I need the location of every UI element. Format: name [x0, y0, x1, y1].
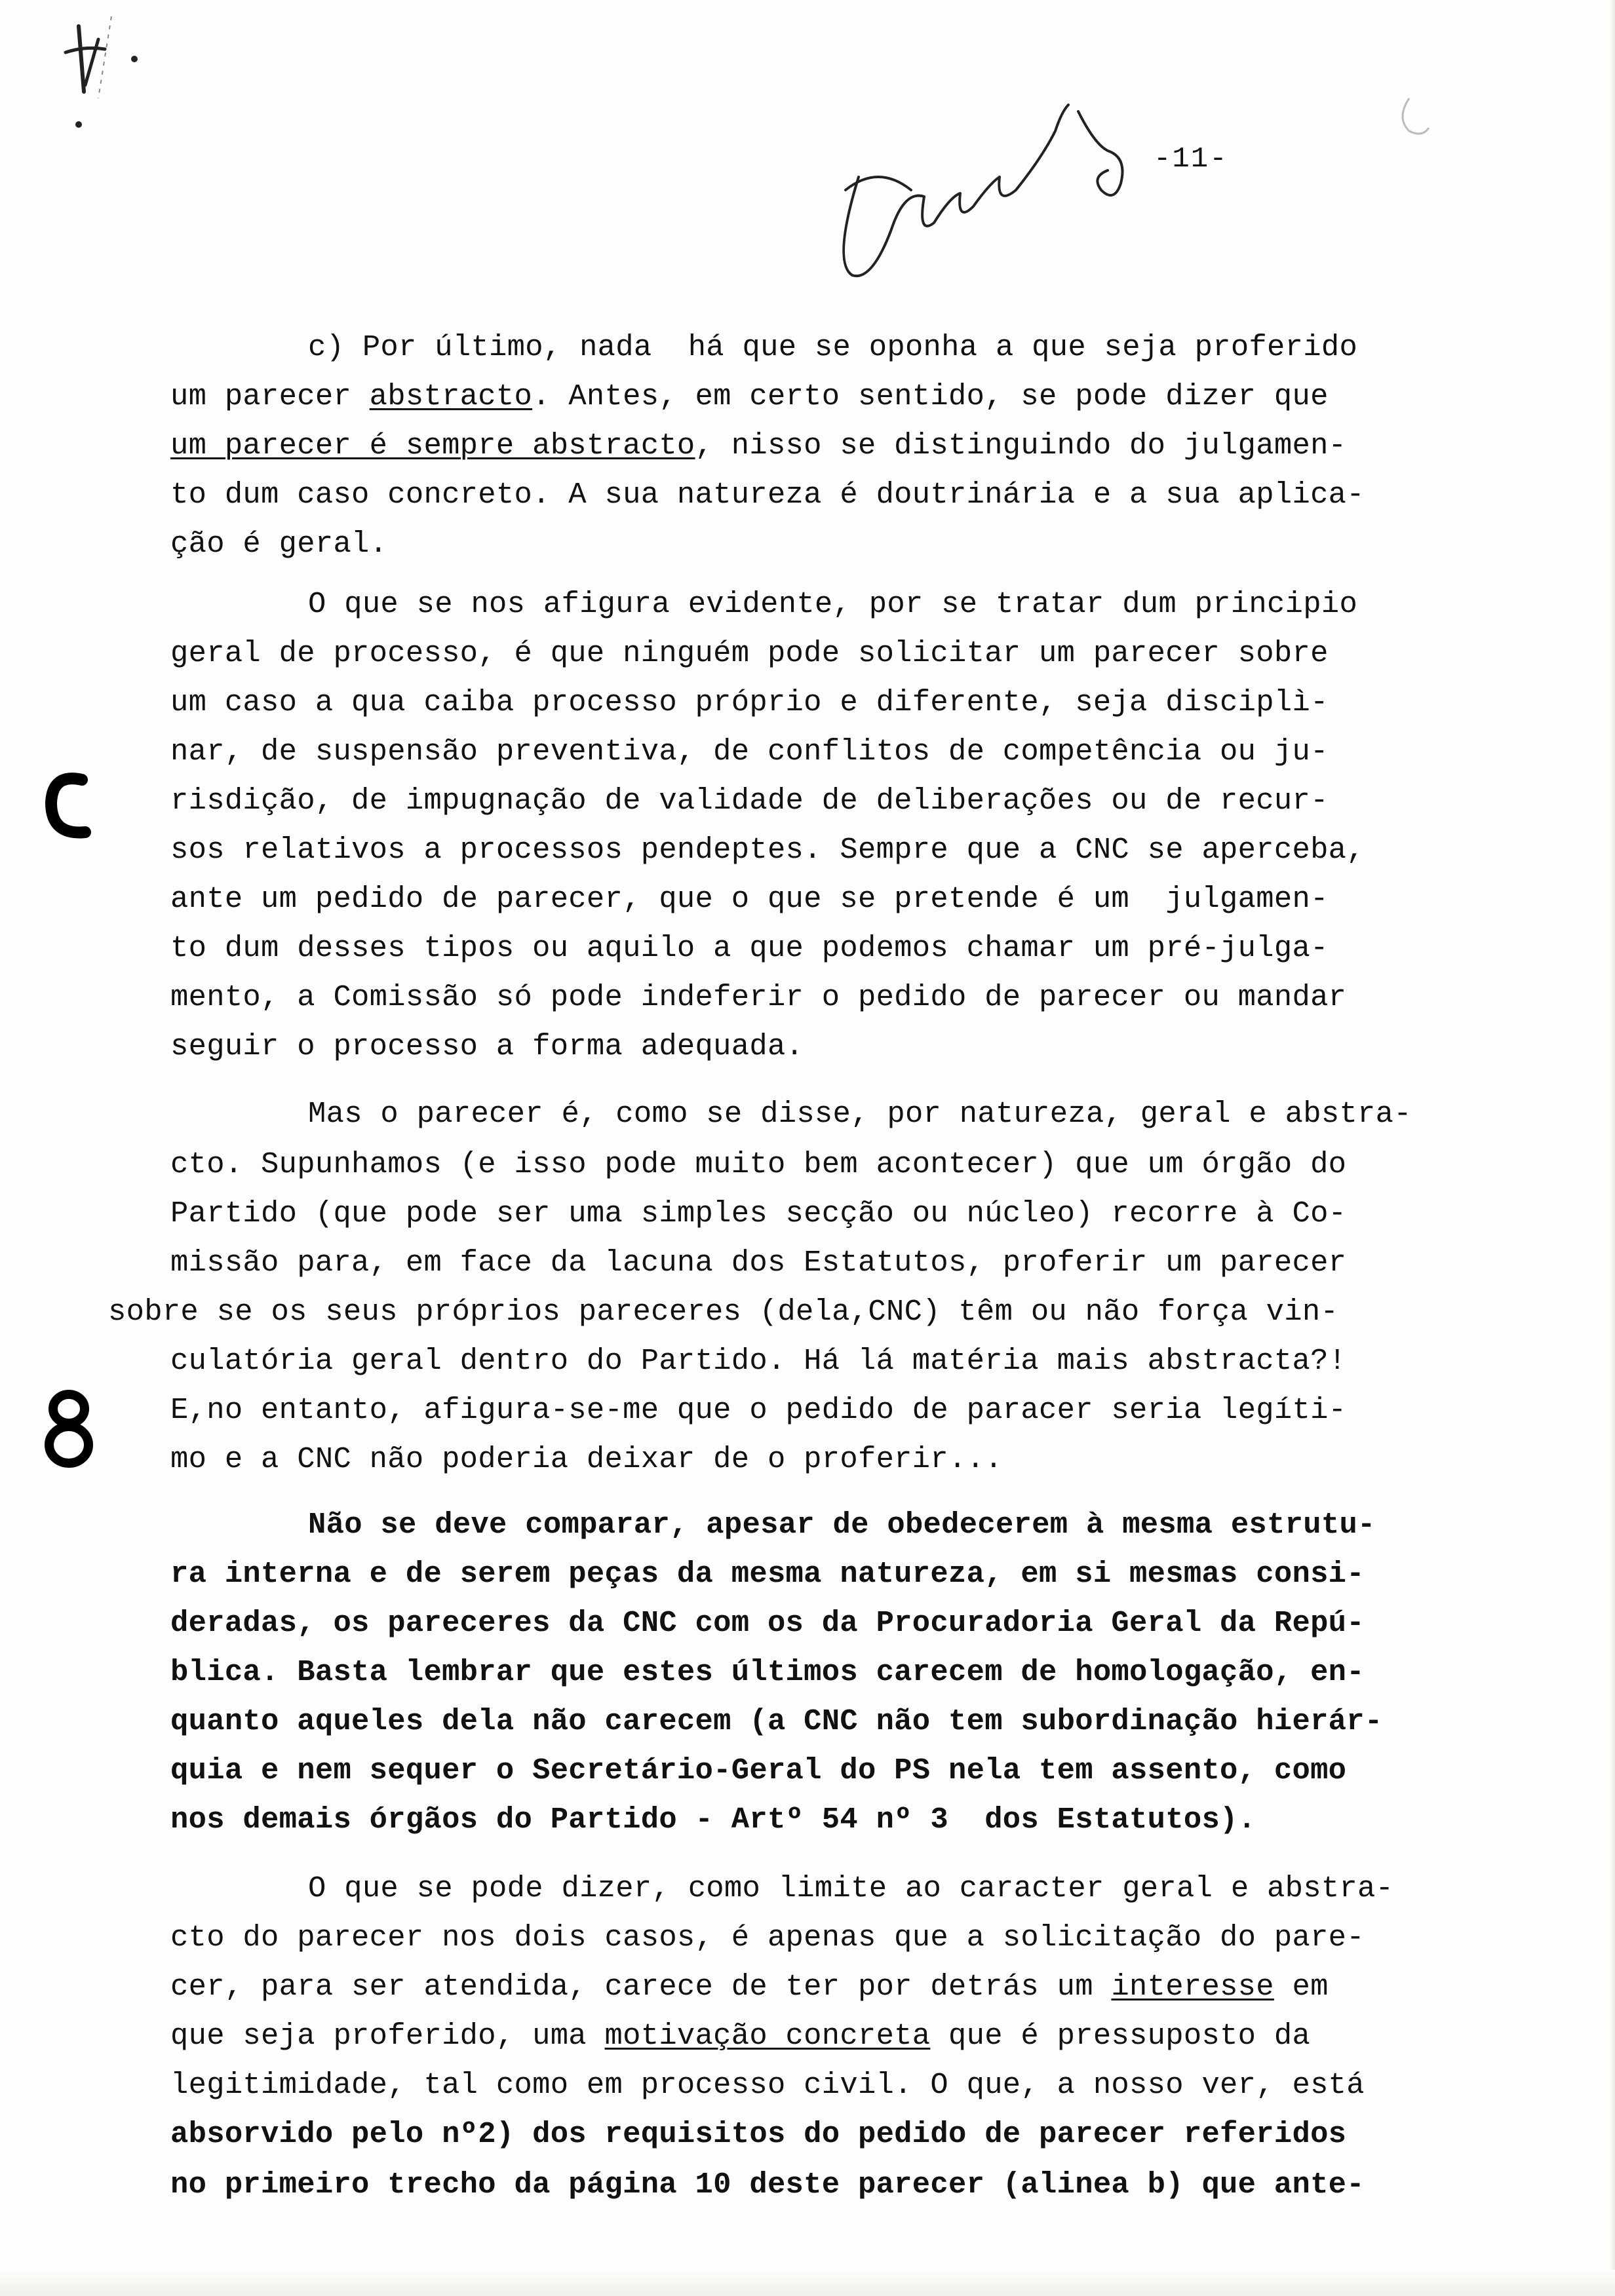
text-line — [170, 2117, 1347, 2151]
text-segment: quanto aqueles dela não carecem (a CNC não tem subordinação hierár- — [170, 1704, 1383, 1738]
text-segment: Não se deve comparar, apesar de obedecerem à mesma estrutu- — [308, 1508, 1376, 1542]
margin-mark-c — [39, 767, 98, 845]
text-line — [170, 1029, 804, 1063]
text-segment: missão para, em face da lacuna dos Estatutos, proferir um parecer — [170, 1246, 1347, 1280]
underlined-text: interesse — [1111, 1970, 1274, 2004]
corner-faint-mark — [1390, 92, 1442, 144]
text-segment: cto do parecer nos dois casos, é apenas que a solicitação do pare- — [170, 1921, 1365, 1955]
text-line — [170, 980, 1347, 1014]
text-line — [170, 2068, 1365, 2102]
text-line — [170, 1248, 1346, 1278]
text-segment: Partido (que pode ser uma simples secção ou núcleo) recorre à Co- — [170, 1196, 1347, 1231]
text-segment: ante um pedido de parecer, que o que se pretende é um julgamen- — [170, 882, 1329, 916]
text-line — [170, 431, 1346, 461]
text-segment: quia e nem sequer o Secretário-Geral do PS nela tem assento, como — [170, 1753, 1347, 1788]
text-segment: Mas o parecer é, como se disse, por natureza, geral e abstra- — [308, 1097, 1412, 1131]
text-line — [308, 1871, 1394, 1905]
text-line — [170, 1753, 1347, 1788]
scan-bottom-edge — [0, 2270, 1615, 2296]
text-line — [170, 480, 1365, 510]
text-segment: deradas, os pareceres da CNC com os da Procuradoria Geral da Repú- — [170, 1606, 1365, 1640]
text-line — [108, 1297, 1338, 1328]
text-segment: c) Por último, nada há que se oponha a que seja proferido — [308, 330, 1358, 364]
text-line — [170, 1196, 1347, 1231]
text-line — [170, 1972, 1329, 2002]
text-line — [308, 330, 1358, 364]
text-segment: um caso a qua caiba processo próprio e diferente, seja disciplì- — [170, 685, 1329, 719]
text-segment: nar, de suspensão preventiva, de conflitos de competência ou ju- — [170, 735, 1329, 769]
text-segment: ção é geral. — [170, 527, 388, 561]
text-line — [308, 587, 1358, 621]
text-line — [170, 1704, 1383, 1738]
underlined-text: abstracto — [369, 379, 533, 413]
text-segment: cto. Supunhamos (e isso pode muito bem acontecer) que um órgão do — [170, 1147, 1347, 1181]
text-segment: que seja proferido, uma — [170, 2019, 605, 2053]
text-segment: um parecer — [170, 379, 370, 413]
underlined-text: motivação concreta — [604, 2019, 931, 2053]
text-segment: , nisso se distinguindo do julgamen- — [695, 429, 1347, 463]
text-line — [170, 1923, 1365, 1953]
text-line — [170, 882, 1329, 916]
text-line — [170, 737, 1329, 767]
text-segment: cer, para ser atendida, carece de ter por detrás um — [170, 1970, 1112, 2004]
text-segment: em — [1274, 1970, 1329, 2004]
text-segment: mento, a Comissão só pode indeferir o pedido de parecer ou mandar — [170, 980, 1347, 1014]
text-line — [170, 1442, 1003, 1476]
text-segment: legitimidade, tal como em processo civil. O que, a nosso ver, está — [170, 2068, 1365, 2102]
text-segment: no primeiro trecho da página 10 deste parecer (alinea b) que ante- — [170, 2168, 1365, 2202]
text-line — [170, 1344, 1347, 1378]
text-line — [170, 1606, 1365, 1640]
underlined-text: um parecer é sempre abstracto — [170, 429, 695, 463]
text-line — [170, 835, 1365, 866]
text-segment: seguir o processo a forma adequada. — [170, 1029, 804, 1063]
text-line — [170, 931, 1329, 965]
text-segment: to dum desses tipos ou aquilo a que podemos chamar um pré-julga- — [170, 931, 1329, 965]
text-segment: sos relativos a processos pendeptes. Sempre que a CNC se aperceba, — [170, 833, 1365, 867]
text-segment: nos demais órgãos do Partido - Artº 54 nº 3 dos Estatutos). — [170, 1803, 1256, 1837]
text-segment: absorvido pelo nº2) dos requisitos do pedido de parecer referidos — [170, 2117, 1347, 2151]
scan-edge — [1610, 0, 1615, 2296]
text-line — [170, 379, 1329, 413]
text-line — [170, 786, 1329, 816]
text-segment: to dum caso concreto. A sua natureza é doutrinária e a sua aplica- — [170, 478, 1365, 512]
text-segment: culatória geral dentro do Partido. Há lá matéria mais abstracta?! — [170, 1344, 1347, 1378]
text-segment: O que se pode dizer, como limite ao caracter geral e abstra- — [308, 1871, 1394, 1905]
text-line — [170, 636, 1329, 670]
margin-mark-8 — [36, 1383, 102, 1474]
text-segment: O que se nos afigura evidente, por se tratar dum principio — [308, 587, 1358, 621]
text-segment: geral de processo, é que ninguém pode solicitar um parecer sobre — [170, 636, 1329, 670]
text-segment: sobre se os seus próprios pareceres (dela,CNC) têm ou não força vin- — [108, 1295, 1339, 1329]
handwritten-signature — [819, 66, 1134, 315]
corner-scribble-mark — [59, 13, 164, 144]
page-number: -11- — [1154, 143, 1228, 176]
text-line — [170, 2170, 1365, 2200]
text-line — [308, 1510, 1376, 1540]
text-line — [170, 1559, 1365, 1590]
text-segment: blica. Basta lembrar que estes últimos carecem de homologação, en- — [170, 1655, 1365, 1689]
text-segment: ra interna e de serem peças da mesma natureza, em si mesmas consi- — [170, 1557, 1365, 1591]
text-segment: mo e a CNC não poderia deixar de o proferir... — [170, 1442, 1003, 1476]
text-line — [170, 1805, 1256, 1835]
text-line — [308, 1097, 1412, 1131]
text-segment: . Antes, em certo sentido, se pode dizer que — [532, 379, 1329, 413]
text-line — [170, 1393, 1347, 1427]
text-line — [170, 1655, 1365, 1689]
text-segment: que é pressuposto da — [930, 2019, 1311, 2053]
text-line — [170, 2021, 1310, 2052]
text-line — [170, 529, 387, 560]
text-line — [170, 685, 1329, 719]
text-segment: risdição, de impugnação de validade de deliberações ou de recur- — [170, 784, 1329, 818]
text-segment: E,no entanto, afigura-se-me que o pedido de paracer seria legíti- — [170, 1393, 1347, 1427]
text-line — [170, 1147, 1347, 1181]
